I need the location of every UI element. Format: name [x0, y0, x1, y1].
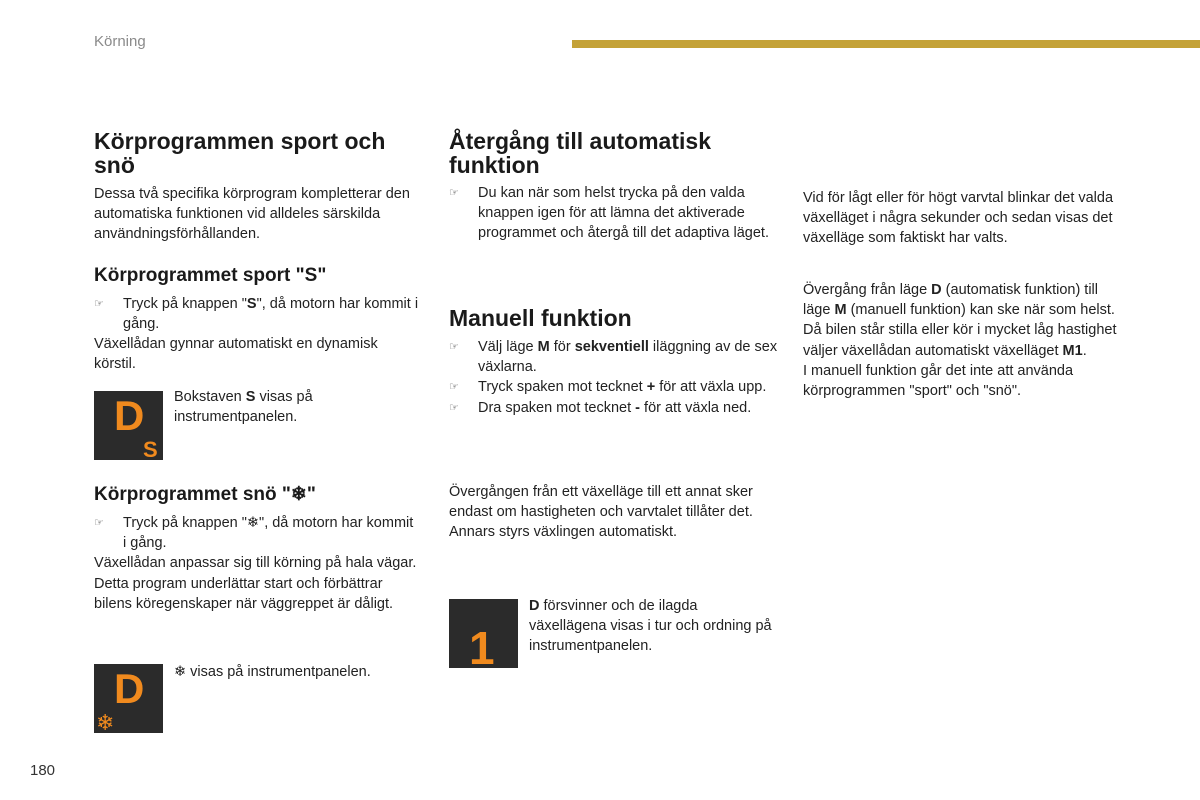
manual-limit-note: I manuell funktion går det inte att använda körprogrammen "sport" och "snö". [803, 362, 1074, 400]
snow-note-1: Växellådan anpassar sig till körning på hala vägar. [94, 555, 417, 572]
column-right-notes [803, 280, 1123, 401]
pointer-icon: ☞ [94, 517, 104, 529]
column-left [94, 129, 419, 374]
switch-note: Övergång från läge D (automatisk funktion) till läge M (manuell funktion) kan ske när som helst. [803, 282, 1115, 319]
gear-letter-d: D [114, 665, 145, 712]
sport-note: Växellådan gynnar automatiskt en dynamisk körstil. [94, 336, 378, 373]
return-bullet: ☞ Du kan när som helst trycka på den valda knappen igen för att lämna det aktiverade programmet och återgå till det adaptiva läget. [449, 185, 769, 242]
manual-title: Manuell funktion [449, 305, 632, 331]
sport-display-svg [94, 391, 163, 460]
column-middle [449, 129, 779, 244]
gear-number: 1 [469, 622, 495, 668]
manual-bullet-3: ☞ Dra spaken mot tecknet - för att växla ned. [449, 398, 779, 418]
gear-caption: D försvinner och de ilagda växellägena visas i tur och ordning på instrumentpanelen. [529, 598, 772, 655]
snow-heading: Körprogrammet snö "❄" [94, 484, 316, 505]
gear-one-display [449, 599, 518, 668]
page-number: 180 [30, 762, 56, 779]
manual-bullet-1: ☞ Välj läge M för sekventiell iläggning av de sex växlarna. [449, 339, 778, 376]
snow-mode-display [94, 664, 163, 733]
header-accent-bar [572, 40, 1200, 48]
snowflake-icon: ❄ [96, 711, 115, 733]
snow-display-svg [94, 664, 163, 733]
transition-note: Övergången från ett växelläge till ett annat sker endast om hastigheten och varvtalet tillåter det. Annars styrs växlingen automatiskt. [449, 484, 753, 541]
sport-snow-intro: Dessa två specifika körprogram kompletterar den automatiska funktionen vid alldeles särskilda användningsförhållanden. [94, 186, 410, 243]
pointer-icon: ☞ [449, 341, 459, 353]
snow-bullet: ☞ Tryck på knappen "❄", då motorn har kommit i gång. [94, 515, 414, 552]
return-auto-title: Återgång till automatisk funktion [449, 128, 711, 178]
manual-section [449, 306, 779, 418]
sport-bullet: ☞ Tryck på knappen "S", då motorn har kommit i gång. [94, 295, 419, 332]
sport-mode-letter: S [143, 437, 158, 460]
standstill-note: Då bilen står stilla eller kör i mycket låg hastighet väljer växellådan automatiskt växelläget M1. [803, 322, 1117, 359]
gear-display-svg [449, 599, 518, 668]
sport-mode-display [94, 391, 163, 460]
sport-heading: Körprogrammet sport "S" [94, 264, 327, 286]
snow-caption: ❄ visas på instrumentpanelen. [174, 664, 371, 680]
snow-section [94, 484, 419, 614]
section-label: Körning [94, 33, 146, 50]
pointer-icon: ☞ [449, 401, 459, 414]
gear-letter-d: D [114, 392, 145, 439]
pointer-icon: ☞ [94, 297, 104, 310]
pointer-icon: ☞ [449, 381, 459, 394]
rpm-note: Vid för lågt eller för högt varvtal blinkar det valda växelläget i några sekunder och sedan visas det växelläge som faktiskt har valts. [803, 190, 1114, 247]
pointer-icon: ☞ [449, 187, 459, 199]
manual-bullet-2: ☞ Tryck spaken mot tecknet + för att växla upp. [449, 377, 779, 397]
sport-snow-title: Körprogrammen sport och snö [94, 128, 386, 178]
snow-note-2: Detta program underlättar start och förbättrar bilens köregenskaper när väggreppet är dåligt. [94, 575, 394, 612]
sport-caption: Bokstaven S visas på instrumentpanelen. [174, 389, 313, 426]
